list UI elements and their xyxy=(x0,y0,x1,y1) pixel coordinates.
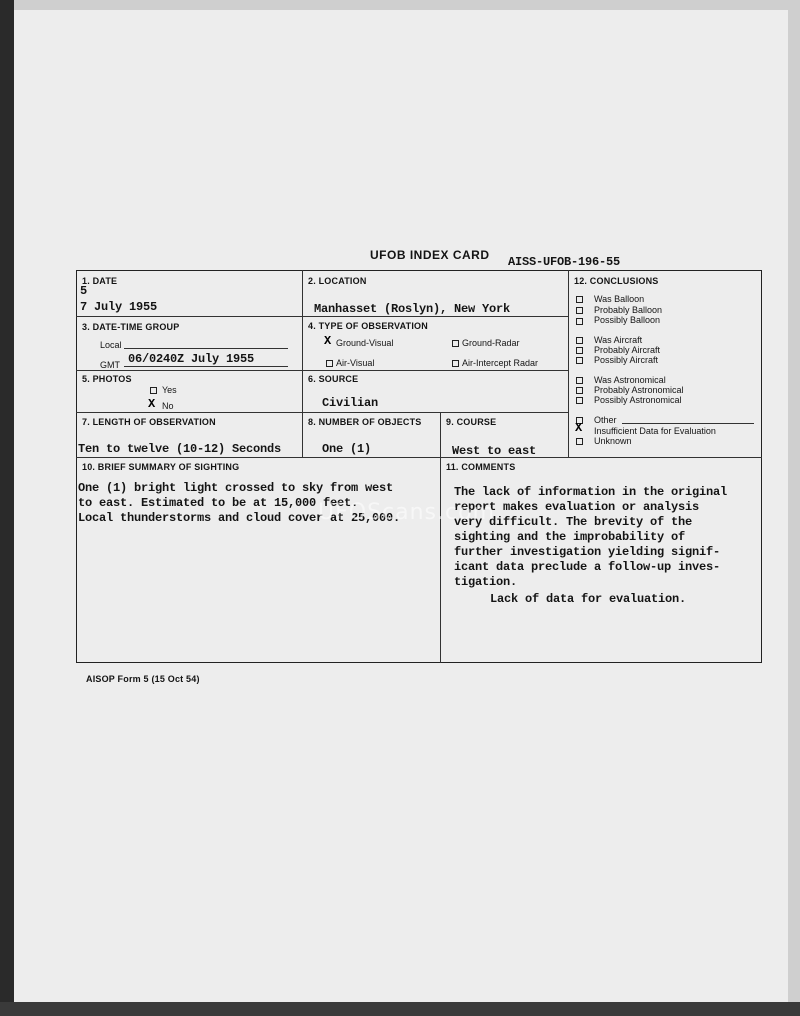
comments-label: 11. COMMENTS xyxy=(446,462,516,472)
photos-no-label: No xyxy=(162,401,174,411)
conclusion-possibly-balloon: Possibly Balloon xyxy=(594,315,661,325)
dtg-label: 3. DATE-TIME GROUP xyxy=(82,322,180,332)
conclusion-was-astronomical: Was Astronomical xyxy=(594,375,666,385)
conclusion-possibly-aircraft: Possibly Aircraft xyxy=(594,355,659,365)
location-value: Manhasset (Roslyn), New York xyxy=(314,302,511,316)
ground-visual-check[interactable]: X xyxy=(324,334,332,348)
conclusion-checkbox[interactable] xyxy=(576,307,583,314)
conclusion-was-balloon: Was Balloon xyxy=(594,294,645,304)
conclusion-unknown: Unknown xyxy=(594,436,632,446)
conclusion-probably-aircraft: Probably Aircraft xyxy=(594,345,661,355)
length-value: Ten to twelve (10-12) Seconds xyxy=(78,442,282,456)
objects-label: 8. NUMBER OF OBJECTS xyxy=(308,417,422,427)
conclusion-checkbox[interactable] xyxy=(576,438,583,445)
conclusion-probably-astronomical: Probably Astronomical xyxy=(594,385,684,395)
ground-radar-checkbox[interactable] xyxy=(452,340,459,347)
conclusion-checkbox[interactable] xyxy=(576,337,583,344)
insufficient-data-check[interactable]: X xyxy=(575,421,583,435)
date-day-annotation: 5 xyxy=(80,284,88,298)
photos-yes-label: Yes xyxy=(162,385,177,395)
conclusion-checkbox[interactable] xyxy=(576,296,583,303)
source-value: Civilian xyxy=(322,396,379,410)
scan-edge-left xyxy=(0,0,14,1016)
photos-yes-checkbox[interactable] xyxy=(150,387,157,394)
date-value: 7 July 1955 xyxy=(80,300,158,314)
comments-line: further investigation yielding signif- xyxy=(454,545,721,559)
scan-edge-right xyxy=(788,0,800,1016)
conclusion-checkbox[interactable] xyxy=(576,377,583,384)
option-air-intercept-radar: Air-Intercept Radar xyxy=(462,358,539,368)
conclusion-other: Other xyxy=(594,415,617,425)
observation-type-label: 4. TYPE OF OBSERVATION xyxy=(308,321,428,331)
comments-line: Lack of data for evaluation. xyxy=(490,592,687,606)
conclusion-checkbox[interactable] xyxy=(576,318,583,325)
scan-edge-top xyxy=(0,0,800,10)
dtg-gmt-value: 06/0240Z July 1955 xyxy=(128,352,255,366)
air-intercept-radar-checkbox[interactable] xyxy=(452,360,459,367)
dtg-local-label: Local xyxy=(100,340,122,350)
conclusion-insufficient-data: Insufficient Data for Evaluation xyxy=(594,426,716,436)
rule xyxy=(76,370,568,371)
conclusion-checkbox[interactable] xyxy=(576,387,583,394)
conclusions-label: 12. CONCLUSIONS xyxy=(574,276,659,286)
comments-line: sighting and the improbability of xyxy=(454,530,686,544)
date-label: 1. DATE xyxy=(82,276,118,286)
rule xyxy=(76,316,568,317)
option-ground-radar: Ground-Radar xyxy=(462,338,520,348)
objects-value: One (1) xyxy=(322,442,372,456)
rule xyxy=(76,412,568,413)
source-label: 6. SOURCE xyxy=(308,374,359,384)
option-ground-visual: Ground-Visual xyxy=(336,338,394,348)
conclusion-was-aircraft: Was Aircraft xyxy=(594,335,643,345)
conclusion-checkbox[interactable] xyxy=(576,397,583,404)
comments-line: icant data preclude a follow-up inves- xyxy=(454,560,721,574)
scan-edge-bottom xyxy=(0,1002,800,1016)
comments-line: tigation. xyxy=(454,575,518,589)
rule xyxy=(76,457,762,458)
case-number: AISS-UFOB-196-55 xyxy=(508,255,621,269)
air-visual-checkbox[interactable] xyxy=(326,360,333,367)
conclusion-checkbox[interactable] xyxy=(576,357,583,364)
watermark: UFOScans.com xyxy=(318,500,495,525)
location-label: 2. LOCATION xyxy=(308,276,367,286)
photos-label: 5. PHOTOS xyxy=(82,374,132,384)
dtg-gmt-line xyxy=(124,366,288,367)
summary-line: Local thunderstorms and cloud cover at 25,000. xyxy=(78,511,401,525)
summary-line: One (1) bright light crossed to sky from west xyxy=(78,481,394,495)
comments-line: very difficult. The brevity of the xyxy=(454,515,693,529)
rule xyxy=(440,412,441,663)
conclusion-probably-balloon: Probably Balloon xyxy=(594,305,663,315)
form-number: AISOP Form 5 (15 Oct 54) xyxy=(86,674,200,684)
conclusion-checkbox[interactable] xyxy=(576,347,583,354)
card-title: UFOB INDEX CARD xyxy=(370,248,490,262)
comments-line: The lack of information in the original xyxy=(454,485,728,499)
photos-no-check[interactable]: X xyxy=(148,397,156,411)
option-air-visual: Air-Visual xyxy=(336,358,375,368)
summary-line: to east. Estimated to be at 15,000 feet. xyxy=(78,496,359,510)
summary-label: 10. BRIEF SUMMARY OF SIGHTING xyxy=(82,462,240,472)
dtg-local-line xyxy=(124,348,288,349)
rule xyxy=(568,270,569,457)
course-value: West to east xyxy=(452,444,537,458)
dtg-gmt-label: GMT xyxy=(100,360,120,370)
course-label: 9. COURSE xyxy=(446,417,497,427)
rule xyxy=(302,270,303,457)
length-label: 7. LENGTH OF OBSERVATION xyxy=(82,417,216,427)
other-line xyxy=(622,423,754,424)
conclusion-possibly-astronomical: Possibly Astronomical xyxy=(594,395,682,405)
comments-line: report makes evaluation or analysis xyxy=(454,500,700,514)
